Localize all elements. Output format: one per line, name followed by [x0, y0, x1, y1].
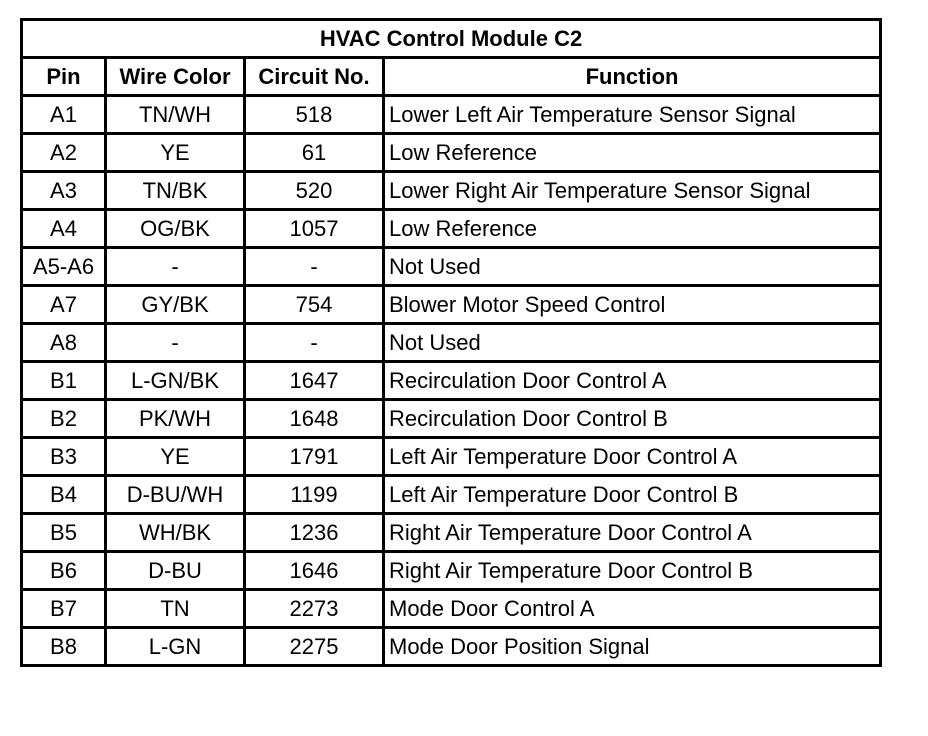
- title-row: [22, 20, 881, 58]
- table-row: [22, 552, 881, 590]
- pin-cell: A8: [22, 324, 106, 362]
- pin-cell: B3: [22, 438, 106, 476]
- function-cell: Left Air Temperature Door Control B: [384, 476, 881, 514]
- function-cell: Recirculation Door Control A: [384, 362, 881, 400]
- table-row: [22, 96, 881, 134]
- table-row: [22, 514, 881, 552]
- circuit-cell: -: [245, 248, 384, 286]
- wire-color-cell: D-BU: [106, 552, 245, 590]
- header-wire-color: Wire Color: [106, 58, 245, 96]
- function-cell: Low Reference: [384, 134, 881, 172]
- function-cell: Lower Left Air Temperature Sensor Signal: [384, 96, 881, 134]
- function-cell: Not Used: [384, 248, 881, 286]
- circuit-cell: -: [245, 324, 384, 362]
- pin-cell: B4: [22, 476, 106, 514]
- pin-cell: A2: [22, 134, 106, 172]
- function-cell: Recirculation Door Control B: [384, 400, 881, 438]
- pin-cell: A5-A6: [22, 248, 106, 286]
- circuit-cell: 1647: [245, 362, 384, 400]
- pin-cell: B2: [22, 400, 106, 438]
- wire-color-cell: TN: [106, 590, 245, 628]
- wire-color-cell: L-GN: [106, 628, 245, 666]
- function-cell: Lower Right Air Temperature Sensor Signal: [384, 172, 881, 210]
- pin-cell: B7: [22, 590, 106, 628]
- wire-color-cell: GY/BK: [106, 286, 245, 324]
- header-circuit-no: Circuit No.: [245, 58, 384, 96]
- circuit-cell: 1199: [245, 476, 384, 514]
- function-cell: Not Used: [384, 324, 881, 362]
- pin-cell: B1: [22, 362, 106, 400]
- pin-cell: A4: [22, 210, 106, 248]
- pin-cell: A1: [22, 96, 106, 134]
- wire-color-cell: -: [106, 324, 245, 362]
- pin-cell: A7: [22, 286, 106, 324]
- table-row: [22, 476, 881, 514]
- pin-cell: A3: [22, 172, 106, 210]
- table-row: [22, 590, 881, 628]
- wire-color-cell: YE: [106, 438, 245, 476]
- function-cell: Left Air Temperature Door Control A: [384, 438, 881, 476]
- wire-color-cell: L-GN/BK: [106, 362, 245, 400]
- header-pin: Pin: [22, 58, 106, 96]
- circuit-cell: 1236: [245, 514, 384, 552]
- wire-color-cell: TN/BK: [106, 172, 245, 210]
- function-cell: Low Reference: [384, 210, 881, 248]
- header-row: [22, 58, 881, 96]
- pin-cell: B5: [22, 514, 106, 552]
- table-row: [22, 286, 881, 324]
- header-function: Function: [384, 58, 881, 96]
- table-row: [22, 248, 881, 286]
- pin-cell: B6: [22, 552, 106, 590]
- wire-color-cell: D-BU/WH: [106, 476, 245, 514]
- circuit-cell: 61: [245, 134, 384, 172]
- connector-table-container: [20, 18, 882, 667]
- circuit-cell: 1648: [245, 400, 384, 438]
- wire-color-cell: TN/WH: [106, 96, 245, 134]
- table-row: [22, 134, 881, 172]
- function-cell: Right Air Temperature Door Control B: [384, 552, 881, 590]
- function-cell: Blower Motor Speed Control: [384, 286, 881, 324]
- circuit-cell: 1791: [245, 438, 384, 476]
- table-row: [22, 210, 881, 248]
- table-row: [22, 362, 881, 400]
- function-cell: Mode Door Position Signal: [384, 628, 881, 666]
- table-row: [22, 324, 881, 362]
- wire-color-cell: PK/WH: [106, 400, 245, 438]
- circuit-cell: 754: [245, 286, 384, 324]
- wire-color-cell: OG/BK: [106, 210, 245, 248]
- wire-color-cell: WH/BK: [106, 514, 245, 552]
- circuit-cell: 2273: [245, 590, 384, 628]
- function-cell: Right Air Temperature Door Control A: [384, 514, 881, 552]
- table-title: HVAC Control Module C2: [22, 20, 881, 58]
- table-row: [22, 172, 881, 210]
- wire-color-cell: YE: [106, 134, 245, 172]
- circuit-cell: 2275: [245, 628, 384, 666]
- connector-pinout-table: [20, 18, 882, 667]
- wire-color-cell: -: [106, 248, 245, 286]
- function-cell: Mode Door Control A: [384, 590, 881, 628]
- table-row: [22, 438, 881, 476]
- table-row: [22, 628, 881, 666]
- circuit-cell: 1057: [245, 210, 384, 248]
- pin-cell: B8: [22, 628, 106, 666]
- circuit-cell: 520: [245, 172, 384, 210]
- circuit-cell: 1646: [245, 552, 384, 590]
- table-row: [22, 400, 881, 438]
- circuit-cell: 518: [245, 96, 384, 134]
